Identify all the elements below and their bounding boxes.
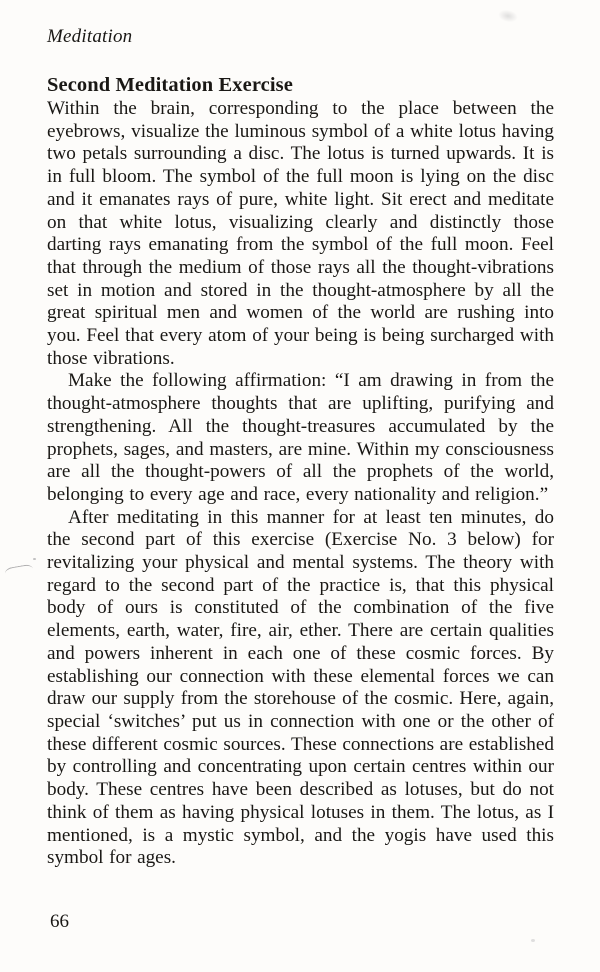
page-number: 66	[50, 911, 69, 932]
running-header: Meditation	[47, 26, 133, 47]
body-paragraph: Within the brain, corresponding to the place between the eyebrows, visualize the luminous symbol of a white lotus having two petals surrounding a disc. The lotus is turned upwards. It is in full bloom. The symbol of the full moon is lying on the disc and it emanates rays of pure, white light. Sit erect and meditate on that white lotus, visualizing clearly and distinctly those darting rays emanating from the symbol of the full moon. Feel that through the medium of those rays all the thought-vibrations set in motion and stored in the thought-atmosphere by all the great spiritual men and women of the world are rushing into you. Feel that every atom of your being is being surcharged with those vibrations.	[47, 98, 554, 369]
body-paragraph: Make the following affirmation: “I am drawing in from the thought-atmosphere thoughts that are uplifting, purifying and strengthening. All the thought-treasures accumulated by the prophets, sages, and masters, are mine. Within my consciousness are all the thought-powers of all the prophets of the world, belonging to every age and race, every nationality and religion.”	[47, 370, 554, 505]
section-heading: Second Meditation Exercise	[47, 74, 293, 96]
body-paragraph: After meditating in this manner for at least ten minutes, do the second part of this exercise (Exercise No. 3 below) for revitalizing your physical and mental systems. The theory with regard to the second part of the practice is, that this physical body of ours is constituted of the combination of the five elements, earth, water, fire, air, ether. There are certain qualities and powers inherent in each one of these cosmic forces. By establishing our connection with these elemental forces we can draw our supply from the storehouse of the cosmic. Here, again, special ‘switches’ put us in connection with one or the other of these different cosmic sources. These connections are established by controlling and concentrating upon certain centres within our body. These centres have been described as lotuses, but do not think of them as having physical lotuses in them. The lotus, as I mentioned, is a mystic symbol, and the yogis have used this symbol for ages.	[47, 506, 554, 869]
scan-speck	[531, 939, 535, 942]
scan-pencil-mark	[4, 564, 33, 579]
scan-speck	[33, 558, 36, 560]
scan-smudge	[497, 8, 519, 24]
